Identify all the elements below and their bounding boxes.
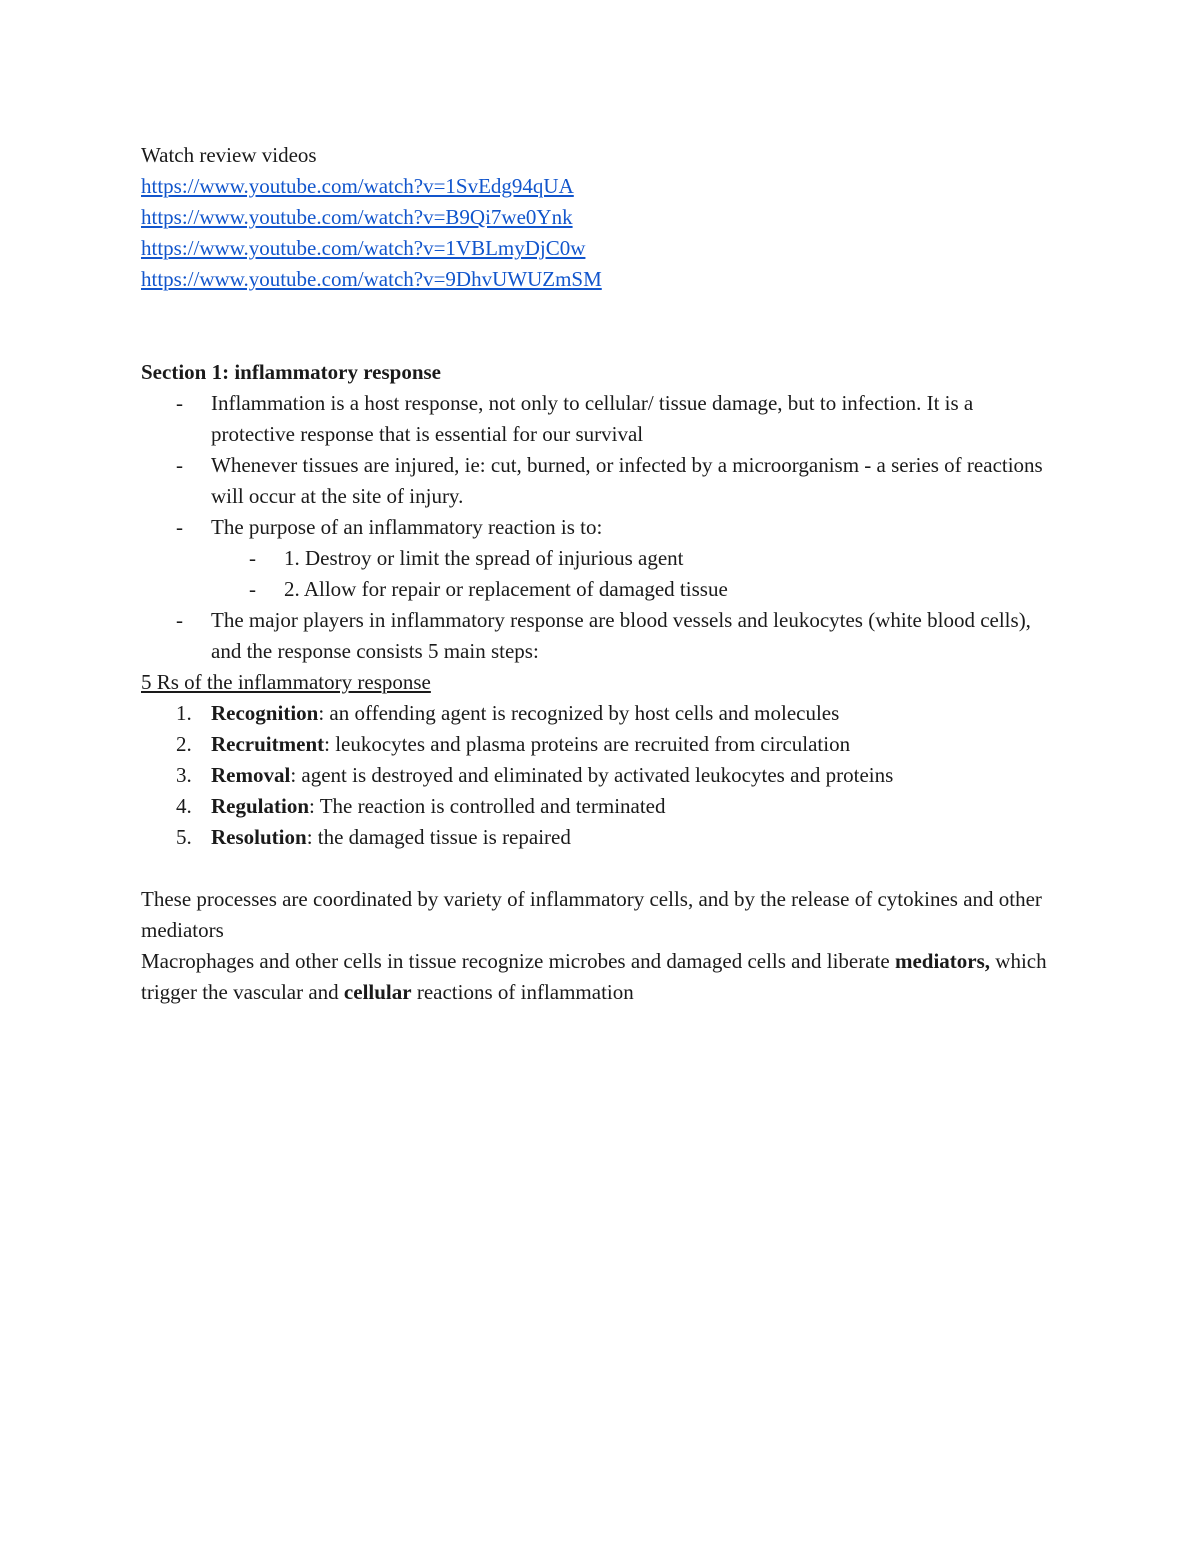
- step-description: : the damaged tissue is repaired: [306, 825, 571, 849]
- item-number: 3.: [176, 763, 192, 787]
- video-link-2[interactable]: https://www.youtube.com/watch?v=B9Qi7we0Ynk: [141, 205, 573, 229]
- item-number: 2.: [176, 732, 192, 756]
- para-text: Macrophages and other cells in tissue recognize microbes and damaged cells and liberate: [141, 949, 895, 973]
- intro-title: Watch review videos: [141, 143, 317, 167]
- bullet-text: Whenever tissues are injured, ie: cut, burned, or infected by a microorganism - a series of reactions will occur at the site of injury.: [211, 453, 1043, 508]
- step-term: Resolution: [211, 825, 307, 849]
- bullet-dash: -: [176, 391, 183, 415]
- item-number: 1.: [176, 701, 192, 725]
- para-text: reactions of inflammation: [411, 980, 634, 1004]
- five-rs-title: 5 Rs of the inflammatory response: [141, 670, 431, 694]
- list-item: [141, 605, 1061, 667]
- item-number: 5.: [176, 825, 192, 849]
- paragraph-macrophages: [141, 946, 1071, 1008]
- list-item: [141, 388, 1061, 450]
- paragraph-coordination: These processes are coordinated by variety of inflammatory cells, and by the release of cytokines and other mediators: [141, 887, 1042, 942]
- bullet-text: Inflammation is a host response, not only to cellular/ tissue damage, but to infection. It is a protective response that is essential for our survival: [211, 391, 974, 446]
- spacer: [141, 295, 1059, 357]
- numbered-item: [141, 698, 1059, 729]
- sub-bullet-text: 2. Allow for repair or replacement of damaged tissue: [284, 577, 728, 601]
- spacer: [141, 853, 1059, 884]
- bullet-dash: -: [176, 453, 183, 477]
- para-text: which trigger the vascular and: [141, 949, 1047, 1004]
- bullet-text: The purpose of an inflammatory reaction is to:: [211, 515, 603, 539]
- sub-list-item: [141, 543, 1059, 574]
- section-heading: Section 1: inflammatory response: [141, 360, 441, 384]
- video-link-3[interactable]: https://www.youtube.com/watch?v=1VBLmyDjC0w: [141, 236, 586, 260]
- item-number: 4.: [176, 794, 192, 818]
- video-link-4[interactable]: https://www.youtube.com/watch?v=9DhvUWUZmSM: [141, 267, 602, 291]
- step-description: : an offending agent is recognized by host cells and molecules: [318, 701, 840, 725]
- numbered-item: [141, 822, 1059, 853]
- step-description: : The reaction is controlled and terminated: [309, 794, 666, 818]
- bullet-dash: -: [249, 546, 256, 570]
- step-description: : agent is destroyed and eliminated by activated leukocytes and proteins: [290, 763, 894, 787]
- bullet-dash: -: [176, 608, 183, 632]
- numbered-item: [141, 729, 1059, 760]
- video-link-1[interactable]: https://www.youtube.com/watch?v=1SvEdg94qUA: [141, 174, 574, 198]
- step-term: Recognition: [211, 701, 319, 725]
- sub-bullet-text: 1. Destroy or limit the spread of injurious agent: [284, 546, 684, 570]
- sub-list-item: [141, 574, 1059, 605]
- para-bold-term: cellular: [343, 980, 412, 1004]
- list-item: [141, 512, 1061, 543]
- step-description: : leukocytes and plasma proteins are recruited from circulation: [324, 732, 851, 756]
- step-term: Recruitment: [211, 732, 325, 756]
- para-bold-term: mediators,: [894, 949, 991, 973]
- step-term: Regulation: [211, 794, 310, 818]
- list-item: [141, 450, 1061, 512]
- bullet-text: The major players in inflammatory response are blood vessels and leukocytes (white blood cells), and the response consists 5 main steps:: [211, 608, 1031, 663]
- numbered-item: [141, 760, 1059, 791]
- step-term: Removal: [211, 763, 291, 787]
- bullet-dash: -: [176, 515, 183, 539]
- bullet-dash: -: [249, 577, 256, 601]
- numbered-item: [141, 791, 1059, 822]
